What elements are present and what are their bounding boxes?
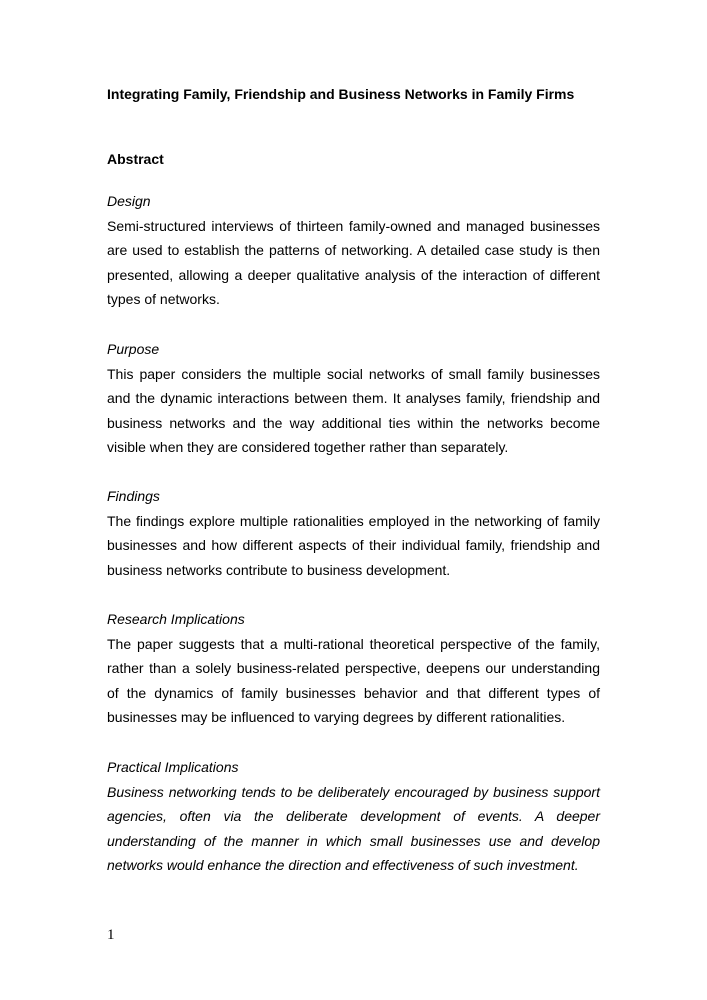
abstract-heading: Abstract (107, 151, 164, 167)
section-body-design: Semi-structured interviews of thirteen family-owned and managed businesses are used to establish the patterns of networking. A detailed case study is then presented, allowing a deeper qualitative analysis of the interaction of different types of networks. (107, 217, 600, 308)
section-practical-implications (107, 755, 600, 878)
section-heading-purpose: Purpose (107, 341, 160, 357)
section-findings (107, 484, 600, 582)
section-body-research-implications: The paper suggests that a multi-rational theoretical perspective of the family, rather than a solely business-related perspective, deepens our understanding of the dynamics of family businesses behavior and that different types of businesses may be influenced to varying degrees by different rationalities. (107, 635, 600, 726)
section-heading-design: Design (107, 193, 151, 209)
section-purpose (107, 337, 600, 460)
section-body-practical-implications: Business networking tends to be deliberately encouraged by business support agencies, often via the deliberate development of events. A deeper understanding of the manner in which small businesses use and develop networks would enhance the direction and effectiveness of such investment. (107, 783, 600, 874)
section-design (107, 189, 600, 312)
section-heading-findings: Findings (107, 488, 160, 504)
section-heading-research-implications: Research Implications (107, 611, 245, 627)
paper-title: Integrating Family, Friendship and Business Networks in Family Firms (107, 86, 575, 102)
section-body-findings: The findings explore multiple rationalities employed in the networking of family businesses and how different aspects of their individual family, friendship and business networks contribute to business development. (107, 512, 600, 578)
section-body-purpose: This paper considers the multiple social networks of small family businesses and the dynamic interactions between them. It analyses family, friendship and business networks and the way additional ties within the networks become visible when they are considered together rather than separately. (107, 365, 600, 456)
section-research-implications (107, 607, 600, 730)
page-number: 1 (107, 927, 115, 943)
section-heading-practical-implications: Practical Implications (107, 759, 239, 775)
